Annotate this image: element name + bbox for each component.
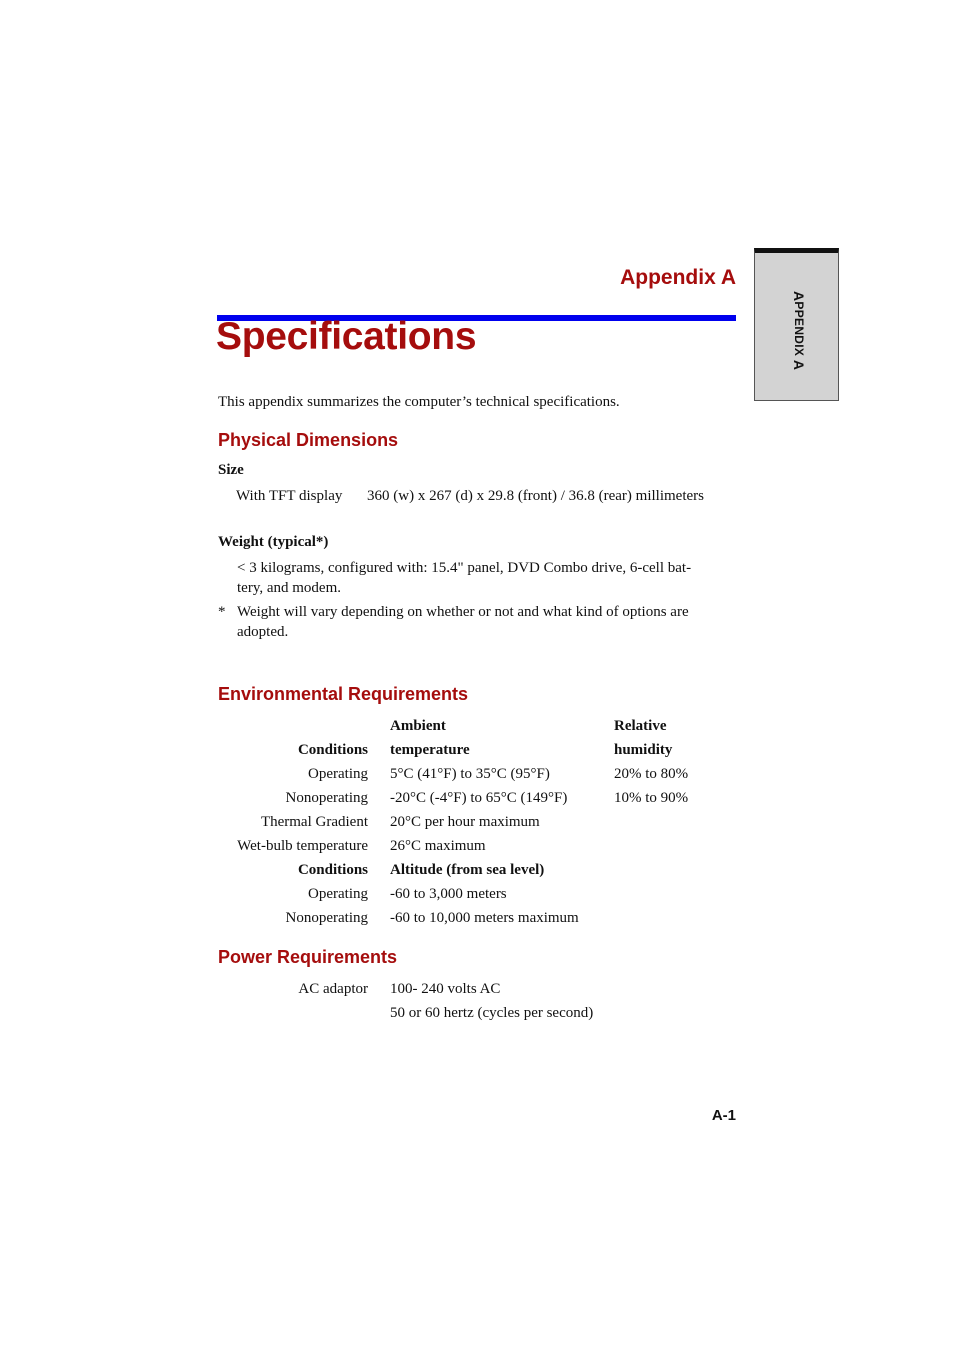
side-tab-label: [791, 291, 807, 370]
env-header-conditions: Conditions: [297, 742, 368, 758]
appendix-label: Appendix A: [620, 266, 736, 289]
env-row-condition: Nonoperating: [285, 790, 368, 806]
page-title: Specifications: [216, 315, 477, 358]
footnote-mark: *: [218, 604, 226, 620]
env-row-temperature: 26°C maximum: [390, 838, 486, 854]
weight-description: [237, 558, 737, 598]
power-value-voltage: 100- 240 volts AC: [390, 981, 501, 997]
section-heading-power: Power Requirements: [218, 947, 398, 967]
env-header-temperature-line1: Ambient: [390, 718, 446, 734]
weight-line: tery, and modem.: [237, 580, 341, 596]
env-row-humidity: 10% to 90%: [614, 790, 689, 806]
env-row-condition: Operating: [308, 766, 368, 782]
altitude-header-conditions: Conditions: [297, 862, 368, 878]
footnote-text: [237, 602, 737, 642]
side-tab-rest: PPENDIX: [792, 301, 806, 357]
tft-label: With TFT display: [236, 488, 343, 504]
power-label: AC adaptor: [298, 981, 368, 997]
size-heading: Size: [218, 462, 244, 478]
section-heading-physical: Physical Dimensions: [218, 430, 399, 450]
side-tab-initial: A: [791, 291, 807, 302]
env-row-condition: Wet-bulb temperature: [237, 838, 368, 854]
intro-paragraph: This appendix summarizes the computer’s technical specifications.: [218, 394, 620, 410]
section-heading-environmental: Environmental Requirements: [218, 684, 469, 704]
env-header-temperature-line2: temperature: [390, 742, 470, 758]
env-row-temperature: -20°C (-4°F) to 65°C (149°F): [390, 790, 568, 806]
altitude-row-value: -60 to 3,000 meters: [390, 886, 507, 902]
env-header-humidity-line1: Relative: [614, 718, 667, 734]
weight-line: < 3 kilograms, configured with: 15.4" panel, DVD Combo drive, 6-cell bat-: [237, 560, 692, 576]
env-row-temperature: 5°C (41°F) to 35°C (95°F): [390, 766, 550, 782]
tft-value: 360 (w) x 267 (d) x 29.8 (front) / 36.8 (rear) millimeters: [367, 488, 704, 504]
env-row-temperature: 20°C per hour maximum: [390, 814, 540, 830]
side-tab: [754, 248, 839, 401]
power-value-frequency: 50 or 60 hertz (cycles per second): [390, 1005, 594, 1021]
env-row-condition: Thermal Gradient: [260, 814, 368, 830]
env-row-humidity: 20% to 80%: [614, 766, 689, 782]
footnote-line: Weight will vary depending on whether or not and what kind of options are: [237, 604, 689, 620]
altitude-row-condition: Nonoperating: [285, 910, 368, 926]
weight-heading: Weight (typical*): [218, 534, 329, 550]
env-header-humidity-line2: humidity: [614, 742, 673, 758]
altitude-row-condition: Operating: [308, 886, 368, 902]
side-tab-suffix: A: [791, 359, 807, 371]
altitude-header: Altitude (from sea level): [390, 862, 545, 878]
altitude-row-value: -60 to 10,000 meters maximum: [390, 910, 579, 926]
footnote-line: adopted.: [237, 624, 289, 640]
page-number: A-1: [711, 1107, 736, 1124]
